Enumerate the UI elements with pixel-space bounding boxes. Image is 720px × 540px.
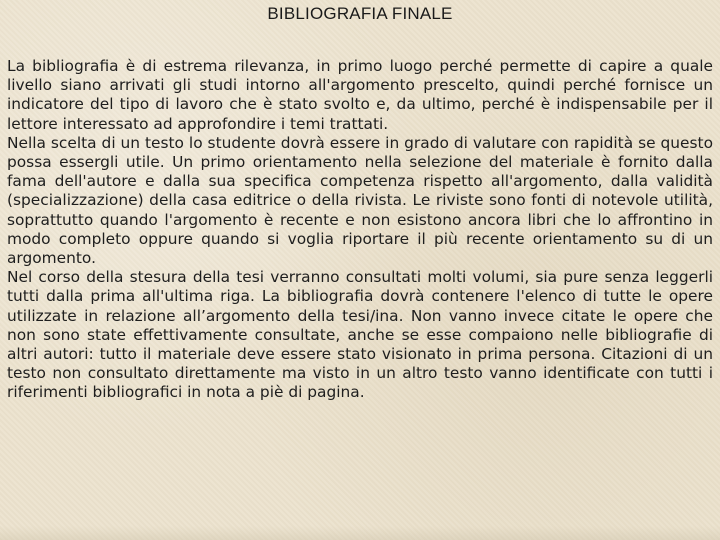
- paragraph-importance: La bibliografia è di estrema rilevanza, in primo luogo perché permette di capire a quale livello siano arrivati gli studi intorno all'argomento prescelto, quindi perché fornisce un indicatore del tipo di lavoro che è stato svolto e, da ultimo, perché è indispensabile per il lettore interessato ad approfondire i temi trattati.: [7, 57, 713, 133]
- slide-title: BIBLIOGRAFIA FINALE: [267, 4, 453, 23]
- paragraph-selection: Nella scelta di un testo lo studente dovrà essere in grado di valutare con rapidità se questo possa essergli utile. Un primo orientamento nella selezione del materiale è fornito dalla fama dell'autore e dalla sua specifica competenza rispetto all'argomento, dalla validità (specializzazione) della casa editrice o della rivista. Le riviste sono fonti di notevole utilità, soprattutto quando l'argomento è recente e non esistono ancora libri che lo affrontino in modo completo oppure quando si voglia riportare il più recente orientamento su di un argomento.: [7, 133, 713, 268]
- paragraph-citation-rules: Nel corso della stesura della tesi verranno consultati molti volumi, sia pure senza leggerli tutti dalla prima all'ultima riga. La bibliografia dovrà contenere l'elenco di tutte le opere utilizzate in relazione all’argomento della tesi/ina. Non vanno invece citate le opere che non sono state effettivamente consultate, anche se esse compaiono nelle bibliografie di altri autori: tutto il materiale deve essere stato visionato in prima persona. Citazioni di un testo non consultato direttamente ma visto in un altro testo vanno identificate con tutti i riferimenti bibliografici in nota a piè di pagina.: [7, 268, 713, 402]
- slide-body: [7, 57, 713, 403]
- bottom-edge-shade: [0, 526, 720, 540]
